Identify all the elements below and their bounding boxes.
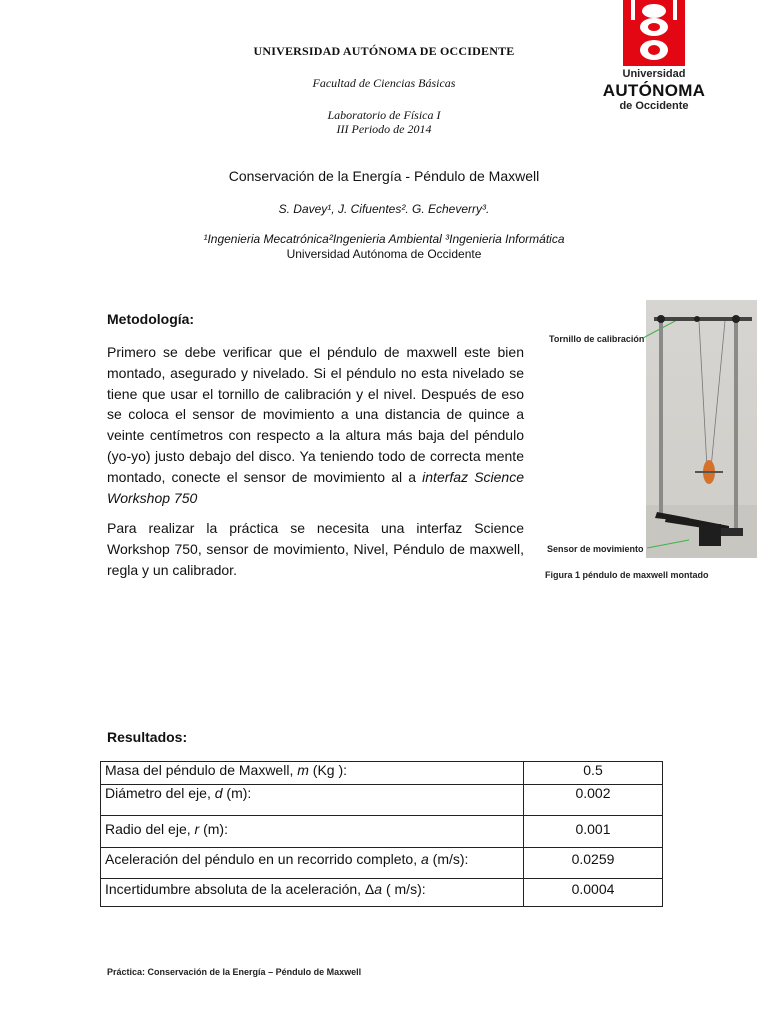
pendulum-photo bbox=[539, 300, 757, 558]
motion-sensor bbox=[699, 524, 721, 546]
logo-line-3: de Occidente bbox=[619, 100, 689, 112]
uao-logo-icon bbox=[614, 0, 694, 66]
row-label: Masa del péndulo de Maxwell, m (Kg ): bbox=[101, 762, 524, 785]
row-value: 0.002 bbox=[524, 785, 663, 816]
table-row bbox=[101, 762, 663, 785]
methodology-paragraph-1: Primero se debe verificar que el péndulo de maxwell este bien montado, asegurado y nivelado. Si el péndulo no esta nivelado se tiene que usar el tornillo de calibración y el nivel. Después de eso se coloca el sensor de movimiento a una distancia de quince a veinte centímetros con respecto a la altura más baja del péndulo (yo-yo) justo debajo del disco. Ya teniendo todo de correcta mente montado, conecte el sensor de movimiento al a interfaz Science Workshop 750 bbox=[107, 344, 524, 506]
document-title: Conservación de la Energía - Péndulo de Maxwell bbox=[228, 168, 540, 184]
stand-right-rod bbox=[734, 318, 738, 528]
row-value: 0.001 bbox=[524, 816, 663, 848]
stand-left-rod bbox=[659, 318, 663, 518]
pendulum-axle bbox=[695, 471, 723, 473]
lab-name: Laboratorio de Física I bbox=[327, 108, 441, 122]
page-footer: Práctica: Conservación de la Energía – Péndulo de Maxwell bbox=[107, 967, 362, 977]
row-label: Incertidumbre absoluta de la aceleración, Δa ( m/s): bbox=[101, 879, 524, 907]
row-value: 0.0259 bbox=[524, 848, 663, 879]
row-value: 0.0004 bbox=[524, 879, 663, 907]
table-row bbox=[101, 848, 663, 879]
table-row bbox=[101, 816, 663, 848]
knob-right bbox=[732, 315, 740, 323]
affiliation-university: Universidad Autónoma de Occidente bbox=[286, 247, 482, 261]
results-table bbox=[100, 761, 663, 907]
university-logo bbox=[596, 0, 730, 120]
row-label: Aceleración del péndulo en un recorrido completo, a (m/s): bbox=[101, 848, 524, 879]
methodology-paragraph-2: Para realizar la práctica se necesita una interfaz Science Workshop 750, sensor de movimiento, Nivel, Péndulo de maxwell, regla y un calibrador. bbox=[107, 520, 524, 578]
affiliation-programs: ¹Ingenieria Mecatrónica²Ingenieria Ambiental ³Ingenieria Informática bbox=[203, 232, 565, 246]
authors: S. Davey¹, J. Cifuentes². G. Echeverry³. bbox=[278, 202, 490, 216]
results-heading: Resultados: bbox=[107, 729, 188, 745]
label-motion-sensor: Sensor de movimiento bbox=[547, 544, 644, 554]
faculty-name: Facultad de Ciencias Básicas bbox=[312, 76, 456, 90]
logo-line-1: Universidad bbox=[622, 68, 686, 80]
methodology-heading: Metodología: bbox=[107, 311, 195, 327]
row-label: Radio del eje, r (m): bbox=[101, 816, 524, 848]
figure-caption: Figura 1 péndulo de maxwell montado bbox=[545, 570, 709, 580]
label-calibration-screw: Tornillo de calibración bbox=[549, 334, 645, 344]
affiliation bbox=[0, 232, 768, 262]
lab-period: III Periodo de 2014 bbox=[336, 122, 432, 136]
sensor-mount bbox=[721, 528, 743, 536]
university-name: UNIVERSIDAD AUTÓNOMA DE OCCIDENTE bbox=[253, 44, 515, 58]
table-row bbox=[101, 785, 663, 816]
logo-line-2: AUTÓNOMA bbox=[602, 81, 706, 100]
interface-name: interfaz Science Workshop 750 bbox=[107, 468, 524, 506]
row-value: 0.5 bbox=[524, 762, 663, 785]
knob-left bbox=[657, 315, 665, 323]
row-label: Diámetro del eje, d (m): bbox=[101, 785, 524, 816]
table-row bbox=[101, 879, 663, 907]
